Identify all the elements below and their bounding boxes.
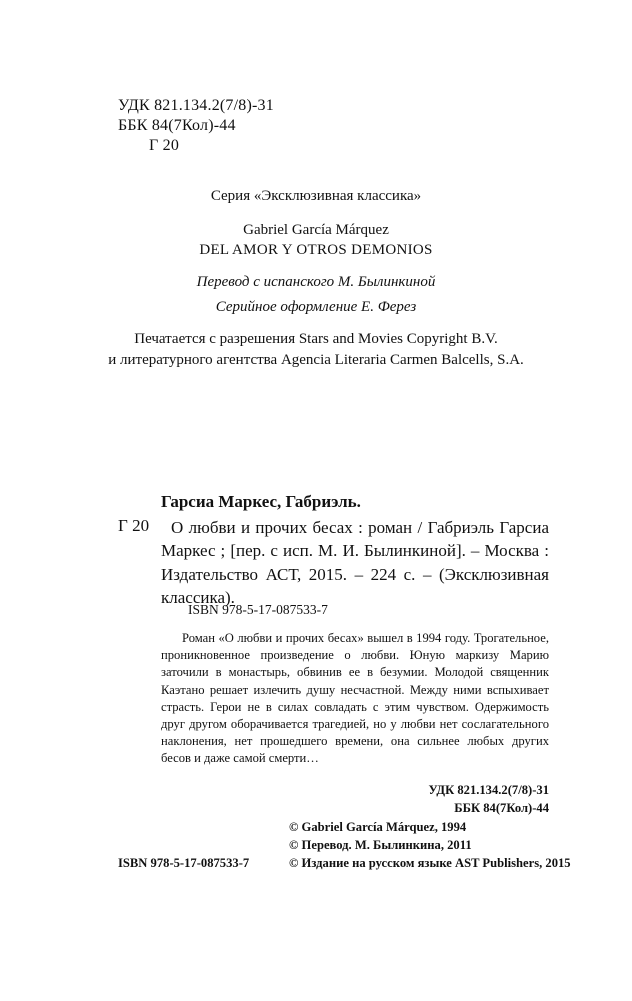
catalog-author-mark: Г 20 xyxy=(118,516,150,535)
author-mark: Г 20 xyxy=(149,137,180,154)
catalog-description: О любви и прочих бесах : роман / Габриэль Гарсиа Маркес ; [пер. с исп. М. И. Былинкиной]. – Москва : Издательство АСТ, 2015. – 224 с. – (Эксклюзивная классика). xyxy=(161,518,549,607)
footer-isbn: ISBN 978-5-17-087533-7 xyxy=(118,856,250,870)
catalog-isbn: ISBN 978-5-17-087533-7 xyxy=(188,602,328,617)
catalog-heading: Гарсиа Маркес, Габриэль. xyxy=(161,492,361,511)
permission-line-1: Печатается с разрешения Stars and Movies Copyright B.V. xyxy=(134,331,498,347)
copyright-edition: © Издание на русском языке AST Publishers, 2015 xyxy=(289,856,571,870)
catalog-bbk: ББК 84(7Кол)-44 xyxy=(454,801,549,815)
bbk-code: ББК 84(7Кол)-44 xyxy=(118,117,236,134)
udk-code: УДК 821.134.2(7/8)-31 xyxy=(118,97,274,114)
copyright-author: © Gabriel García Márquez, 1994 xyxy=(289,820,467,834)
series-line: Серия «Эксклюзивная классика» xyxy=(210,188,422,204)
copyright-translation: © Перевод. М. Былинкина, 2011 xyxy=(289,838,472,852)
catalog-udk: УДК 821.134.2(7/8)-31 xyxy=(428,783,549,797)
original-title: DEL AMOR Y OTROS DEMONIOS xyxy=(199,242,433,258)
permission-line-2: и литературного агентства Agencia Literaria Carmen Balcells, S.A. xyxy=(108,352,524,368)
design-credit: Серийное оформление Е. Ферез xyxy=(215,299,417,315)
annotation-text: Роман «О любви и прочих бесах» вышел в 1994 году. Трогательное, проникновенное произведение о любви. Юную маркизу Марию заточили в монастырь, обвинив ее в безумии. Молодой священник Каэтано решает излечить душу несчастной. Между ними вспыхивает страсть. Герои не в силах совладать с этим чувством. Одержимость друг другом оборачивается трагедией, но у любви нет сослагательного наклонения, нет прошедшего времени, она сильнее любых других бесов и даже самой смерти… xyxy=(161,631,549,766)
translation-credit: Перевод с испанского М. Былинкиной xyxy=(196,274,436,290)
original-author: Gabriel García Márquez xyxy=(243,222,389,238)
